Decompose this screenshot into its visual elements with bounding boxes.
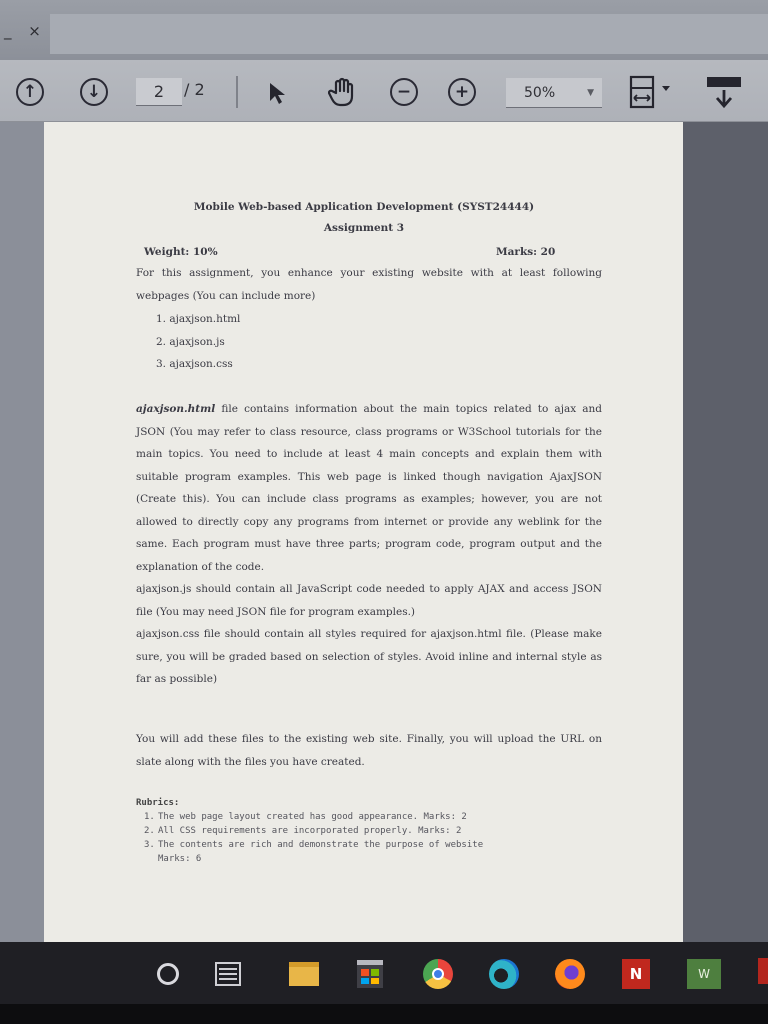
arrow-down-icon: ↓ xyxy=(86,81,102,102)
rubrics-heading: Rubrics: xyxy=(136,798,180,808)
zoom-select[interactable] xyxy=(506,78,602,108)
page-number-input[interactable]: 2 xyxy=(136,78,182,106)
netflix-icon: N xyxy=(622,959,650,989)
rubric-marks: Marks: 6 xyxy=(158,854,202,864)
document-page xyxy=(44,122,683,942)
rubric-item xyxy=(144,810,576,824)
word-icon: W xyxy=(687,959,721,989)
rubric-item xyxy=(144,824,576,838)
edge-button[interactable] xyxy=(486,956,522,992)
rubric-text: The web page layout created has good appearance. Marks: 2 xyxy=(158,812,467,822)
weight-label: Weight: 10% xyxy=(144,246,218,258)
cursor-icon xyxy=(267,81,287,105)
window-titlebar xyxy=(0,0,768,60)
start-button[interactable] xyxy=(150,956,186,992)
intro-paragraph: For this assignment, you enhance your existing website with at least following webpages (You can include more) xyxy=(136,267,602,302)
marks-label: Marks: 20 xyxy=(496,246,556,258)
file-explorer-button[interactable] xyxy=(286,956,322,992)
arrow-up-icon: ↑ xyxy=(22,81,38,102)
zoom-value: 50% xyxy=(524,84,556,101)
chevron-down-icon: ▼ xyxy=(587,87,594,98)
file-item: 1. ajaxjson.html xyxy=(156,313,241,325)
requirements-body xyxy=(136,398,602,691)
select-tool-button[interactable] xyxy=(262,78,292,108)
hand-icon xyxy=(328,77,356,107)
file-item: 3. ajaxjson.css xyxy=(156,358,233,370)
pdf-toolbar xyxy=(0,60,768,122)
fit-page-button[interactable] xyxy=(628,74,674,110)
previous-page-button[interactable] xyxy=(16,78,44,106)
css-requirement-paragraph: ajaxjson.css file should contain all styles required for ajaxjson.html file. (Please make sure, you will be graded based on selection of styles. Avoid inline and internal style as far as possible) xyxy=(136,628,602,685)
titlebar-panel xyxy=(50,14,768,54)
rubric-number: 2. xyxy=(144,826,155,836)
rubric-number: 1. xyxy=(144,812,155,822)
rubrics-section xyxy=(136,796,576,866)
file-explorer-icon xyxy=(289,962,319,986)
edge-icon xyxy=(489,959,519,989)
viewer-right-gutter xyxy=(683,122,768,942)
firefox-icon xyxy=(555,959,585,989)
fit-page-icon xyxy=(628,74,674,110)
next-page-button[interactable] xyxy=(80,78,108,106)
download-icon xyxy=(704,74,744,110)
file-item: 2. ajaxjson.js xyxy=(156,335,225,348)
document-title: Mobile Web-based Application Development (SYST24444) xyxy=(193,201,535,213)
html-requirement-paragraph xyxy=(136,398,602,578)
plus-icon: + xyxy=(454,81,470,102)
js-requirement-paragraph: ajaxjson.js should contain all JavaScript code needed to apply AJAX and access JSON file (You may need JSON file for program examples.) xyxy=(136,583,602,618)
zoom-in-button[interactable] xyxy=(448,78,476,106)
rubric-number: 3. xyxy=(144,840,155,850)
closing-paragraph: You will add these files to the existing web site. Finally, you will upload the URL on slate along with the files you have created. xyxy=(136,733,602,768)
screen-bezel xyxy=(0,1004,768,1024)
rubric-text: All CSS requirements are incorporated properly. Marks: 2 xyxy=(158,826,462,836)
toolbar-divider xyxy=(236,76,238,108)
html-file-keyword: ajaxjson.html xyxy=(136,403,216,415)
taskbar-overflow-icon[interactable] xyxy=(758,958,768,984)
chrome-icon xyxy=(423,959,453,989)
store-icon xyxy=(357,960,383,988)
store-button[interactable] xyxy=(352,956,388,992)
page-total-label: / 2 xyxy=(184,80,205,99)
html-requirement-text: file contains information about the main topics related to ajax and JSON (You may refer to class resource, class programs or W3School tutorials for the main topics. You need to include at least 4 main concepts and explain them with suitable program examples. This web page is linked though navigation AjaxJSON (Create this). You can include class programs as examples; however, you are not allowed to directly copy any programs from internet or provide any weblink for the same. Each program must have three parts; program code, program output and the explanation of the code. xyxy=(136,403,602,573)
window-controls[interactable]: _ × xyxy=(4,22,47,40)
zoom-out-button[interactable] xyxy=(390,78,418,106)
download-button[interactable] xyxy=(704,74,744,110)
firefox-button[interactable] xyxy=(552,956,588,992)
task-view-icon xyxy=(215,962,241,986)
taskbar xyxy=(0,942,768,1004)
file-list xyxy=(156,308,240,376)
rubrics-list xyxy=(136,810,576,866)
hand-tool-button[interactable] xyxy=(326,76,358,108)
chrome-button[interactable] xyxy=(420,956,456,992)
minus-icon: − xyxy=(396,81,412,102)
word-button[interactable] xyxy=(686,956,722,992)
start-icon xyxy=(157,963,179,985)
rubric-text: The contents are rich and demonstrate the purpose of website xyxy=(158,840,484,850)
netflix-button[interactable] xyxy=(618,956,654,992)
document-subtitle: Assignment 3 xyxy=(323,222,405,234)
rubric-item xyxy=(144,838,576,852)
task-view-button[interactable] xyxy=(210,956,246,992)
viewer-left-gutter xyxy=(0,122,44,942)
